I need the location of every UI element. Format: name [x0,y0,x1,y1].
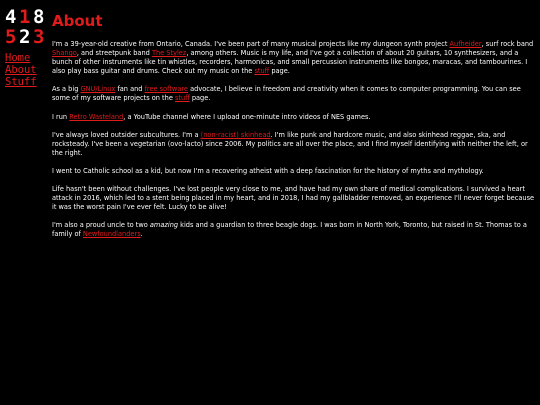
main-nav [5,52,49,88]
main-content [52,12,536,249]
about-paragraph [52,40,536,76]
nav-home-link[interactable]: Home [5,52,31,64]
about-paragraph [52,185,536,212]
paragraph-text: I've always loved outsider subcultures. I'm a [52,130,201,139]
emphasis-text: amazing [149,221,179,230]
paragraph-text: . I'm like punk and hardcore music, and also skinhead reggae, ska, and rocksteady. I've been a vegetarian (ovo-lacto) since 2006. My politics are all over the place, and I find myself identifying with neither the left, or the right. [52,130,528,157]
paragraph-text: As a big [52,85,81,94]
sidebar [5,6,49,88]
about-paragraph [52,113,536,122]
inline-link[interactable]: Retro Wasteland [69,112,124,121]
inline-link[interactable]: Aufheider [449,40,482,48]
inline-link[interactable]: GNU/Linux [80,85,116,94]
paragraph-text: Life hasn't been without challenges. I've lost people very close to me, and have had my own share of medical complications. I survived a heart attack in 2016, which led to a stent being placed in my heart, and in 2018, I had my gallbladder removed, an experience I'll never forget because it was the worst pain I've ever felt. Lucky to be alive! [52,185,535,212]
inline-link[interactable]: (non-racist) skinhead [200,130,271,139]
paragraph-text: page. [269,67,290,76]
paragraph-text: I'm also a proud uncle to two [52,221,150,230]
paragraph-text: , surf rock band [481,40,534,48]
about-paragraph [52,221,536,239]
paragraph-text: kids and a guardian to three beagle dogs. I was born in North York, Toronto, but raised in St. Thomas to a family of [52,221,527,239]
logo-digit-4: 5 [5,26,17,46]
logo-digit-1: 4 [5,6,17,28]
paragraph-text: I run [52,112,70,121]
paragraph-text: , among others. Music is my life, and I've got a collection of about 20 guitars, 10 synthesizers, and a bunch of other instruments like tin whistles, recorders, harmonicas, and small percussion instruments like bongos, maracas, and tambourines. I also play bass guitar and drums. Check out my music on the [52,49,528,76]
about-paragraph [52,85,536,103]
site-logo[interactable] [5,6,47,46]
inline-link[interactable]: The Stylez [151,49,187,58]
nav-stuff-link[interactable]: Stuff [5,76,37,88]
paragraph-text: fan and [115,85,145,94]
paragraph-text: I went to Catholic school as a kid, but now I'm a recovering atheist with a deep fascination for the history of myths and mythology. [52,166,484,175]
paragraph-text: advocate, I believe in freedom and creativity when it comes to computer programming. You can see some of my software projects on the [52,85,521,103]
nav-about-link[interactable]: About [5,64,37,76]
logo-digit-3: 8 [33,6,45,28]
inline-link[interactable]: stuff [174,94,190,103]
inline-link[interactable]: Shango [52,49,77,58]
inline-link[interactable]: Newfoundlanders [82,230,141,239]
page-title: About [52,12,103,30]
about-paragraph [52,167,536,176]
logo-digit-2: 1 [19,6,31,28]
paragraph-text: I'm a 39-year-old creative from Ontario, Canada. I've been part of many musical projects like my dungeon synth project [52,40,450,48]
logo-digit-6: 3 [33,26,45,46]
inline-link[interactable]: free software [144,85,188,94]
about-paragraph [52,131,536,158]
logo-digit-5: 2 [19,26,31,46]
about-body [52,40,536,240]
paragraph-text: , and streetpunk band [76,49,152,58]
paragraph-text: page. [189,94,211,103]
paragraph-text: . [140,230,143,239]
paragraph-text: , a YouTube channel where I upload one-minute intro videos of NES games. [123,112,371,121]
inline-link[interactable]: stuff [254,67,270,76]
